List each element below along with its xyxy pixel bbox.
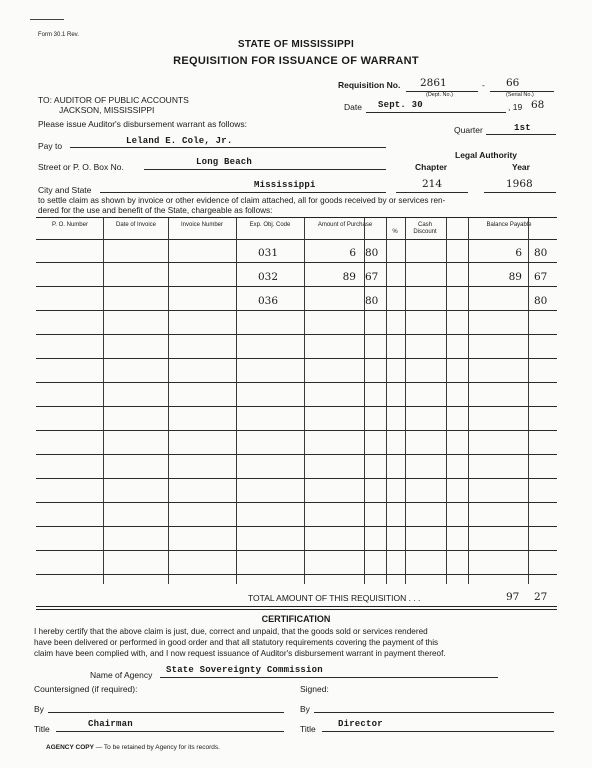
year-label: Year <box>512 162 530 172</box>
title-line-left <box>56 731 284 732</box>
title-line-right <box>322 731 554 732</box>
city-label: City and State <box>38 185 92 195</box>
table-column-rule <box>405 218 406 584</box>
by-line-left <box>48 712 284 713</box>
by-label-left: By <box>34 704 44 714</box>
title-label-left: Title <box>34 724 50 734</box>
table-column-rule <box>304 218 305 584</box>
header-balance-payable: Balance Payable <box>486 222 532 228</box>
header-amount-of-purchase: Amount of Purchase <box>317 222 373 228</box>
street-label: Street or P. O. Box No. <box>38 162 124 172</box>
certification-text-1: I hereby certify that the above claim is just, due, correct and unpaid, that the goods sold or services rendered <box>34 627 428 636</box>
legal-year-value[interactable]: 1968 <box>506 178 533 190</box>
table-row-rule <box>36 382 557 383</box>
settle-text-2: dered for the use and benefit of the State, chargeable as follows: <box>38 206 273 215</box>
chapter-value[interactable]: 214 <box>422 178 443 190</box>
table-row-rule <box>36 550 557 551</box>
agency-label: Name of Agency <box>90 670 153 680</box>
total-dollars: 97 <box>506 591 520 603</box>
pay-to-value[interactable]: Leland E. Cole, Jr. <box>126 136 233 146</box>
header-date-of-invoice: Date of Invoice <box>115 222 157 228</box>
settle-text-1: to settle claim as shown by invoice or other evidence of claim attached, all for goods received by or services ren- <box>38 196 446 205</box>
chapter-label: Chapter <box>415 162 448 172</box>
form-title: REQUISITION FOR ISSUANCE OF WARRANT <box>173 55 419 67</box>
table-column-rule <box>236 218 237 584</box>
quarter-value[interactable]: 1st <box>514 123 531 133</box>
agency-value[interactable]: State Sovereignty Commission <box>166 665 323 675</box>
table-row-rule <box>36 526 557 527</box>
date-line <box>366 112 506 113</box>
title-value-right[interactable]: Director <box>338 719 383 729</box>
table-row-rule <box>36 478 557 479</box>
year-prefix: , 19 <box>508 102 523 112</box>
title-value-left[interactable]: Chairman <box>88 719 133 729</box>
to-line-1: TO: AUDITOR OF PUBLIC ACCOUNTS <box>38 95 189 105</box>
table-row-rule <box>36 406 557 407</box>
to-line-2: JACKSON, MISSISSIPPI <box>59 105 155 115</box>
table-row-rule <box>36 310 557 311</box>
table-row-rule <box>36 358 557 359</box>
form-id: Form 30.1 Rev. <box>38 32 79 38</box>
header-exp-obj-code: Exp. Obj. Code <box>249 222 291 228</box>
by-line-right <box>314 712 554 713</box>
row-1-balance-dollars: 6 <box>515 247 522 259</box>
row-1-amount-cents: 80 <box>365 247 379 259</box>
table-row-rule <box>36 454 557 455</box>
countersigned-label: Countersigned (if required): <box>34 684 138 694</box>
year-suffix[interactable]: 68 <box>531 99 545 111</box>
header-po-number: P. O. Number <box>52 222 88 228</box>
pay-to-line <box>70 147 386 148</box>
row-3-balance-cents: 80 <box>534 295 548 307</box>
table-row-rule <box>36 430 557 431</box>
dash: - <box>482 80 485 90</box>
table-column-rule <box>103 218 104 584</box>
footer-rest: — To be retained by Agency for its records. <box>95 744 220 751</box>
total-bottom-rule <box>36 606 557 607</box>
pay-to-label: Pay to <box>38 141 63 151</box>
row-2-balance-dollars: 89 <box>508 271 522 283</box>
table-row-rule <box>36 262 557 263</box>
agency-line <box>160 677 498 678</box>
row-3-code: 036 <box>258 295 279 307</box>
city-line <box>100 192 386 193</box>
legal-year-line <box>484 192 556 193</box>
quarter-label: Quarter <box>454 125 483 135</box>
row-2-balance-cents: 67 <box>534 271 548 283</box>
chapter-line <box>396 192 468 193</box>
total-cents: 27 <box>534 591 548 603</box>
row-1-amount-dollars: 6 <box>349 247 356 259</box>
table-column-rule <box>468 218 469 584</box>
signed-label: Signed: <box>300 684 329 694</box>
legal-authority-heading: Legal Authority <box>455 150 518 160</box>
total-bottom-rule-2 <box>36 609 557 610</box>
header-cash-discount: Cash Discount <box>413 222 437 235</box>
dept-caption: (Dept. No.) <box>426 92 453 98</box>
table-column-rule <box>386 218 387 584</box>
footer-note <box>46 744 220 751</box>
date-value[interactable]: Sept. 30 <box>378 100 423 110</box>
header-invoice-number: Invoice Number <box>180 222 224 228</box>
certification-heading: CERTIFICATION <box>261 614 331 624</box>
table-column-rule <box>168 218 169 584</box>
table-row-rule <box>36 502 557 503</box>
header-percent: % <box>392 229 398 235</box>
certification-text-3: claim have been complied with, and I now request issuance of Auditor's disbursement warrant in payment thereof. <box>34 649 446 658</box>
table-row-rule <box>36 574 557 575</box>
table-row-rule <box>36 334 557 335</box>
street-line <box>144 169 386 170</box>
row-1-code: 031 <box>258 247 279 259</box>
table-column-rule <box>528 218 529 584</box>
requisition-label: Requisition No. <box>338 80 401 90</box>
total-label: TOTAL AMOUNT OF THIS REQUISITION . . . <box>248 593 421 603</box>
row-3-amount-cents: 80 <box>365 295 379 307</box>
date-label: Date <box>344 102 362 112</box>
row-2-code: 032 <box>258 271 279 283</box>
row-1-balance-cents: 80 <box>534 247 548 259</box>
street-value[interactable]: Long Beach <box>196 157 253 167</box>
certification-text-2: have been delivered or performed in good order and that all statutory requirements covering the payment of this <box>34 638 439 647</box>
title-label-right: Title <box>300 724 316 734</box>
to-line-3: Please issue Auditor's disbursement warrant as follows: <box>38 119 248 129</box>
table-top-rule <box>36 217 557 218</box>
dept-number[interactable]: 2861 <box>420 77 447 89</box>
table-header-rule <box>36 239 557 240</box>
row-2-amount-cents: 67 <box>365 271 379 283</box>
serial-caption: (Serial No.) <box>506 92 534 98</box>
footer-bold: AGENCY COPY <box>46 744 94 751</box>
quarter-line <box>486 134 556 135</box>
by-label-right: By <box>300 704 310 714</box>
row-2-amount-dollars: 89 <box>342 271 356 283</box>
table-row-rule <box>36 286 557 287</box>
serial-number[interactable]: 66 <box>506 77 520 89</box>
state-heading: STATE OF MISSISSIPPI <box>237 39 355 50</box>
corner-mark <box>30 19 64 20</box>
city-value[interactable]: Mississippi <box>254 180 316 190</box>
table-column-rule <box>446 218 447 584</box>
